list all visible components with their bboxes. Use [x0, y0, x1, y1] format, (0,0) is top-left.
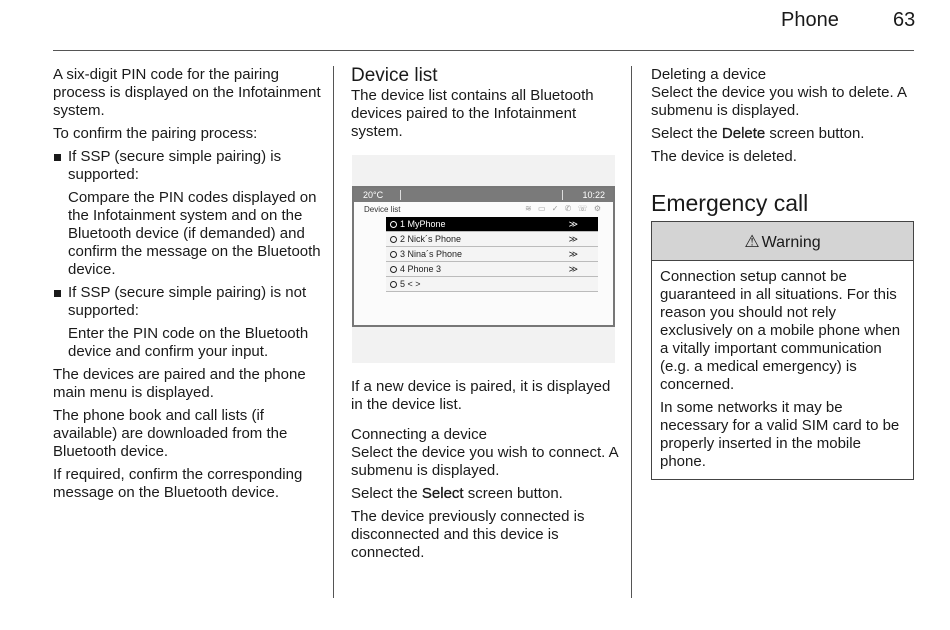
section-heading: Emergency call	[651, 190, 809, 216]
device-name: 1 MyPhone	[400, 219, 446, 229]
paragraph: A six-digit PIN code for the pairing process is displayed on the Infotainment system.	[53, 66, 321, 119]
infotainment-screen	[352, 186, 615, 327]
paragraph: If a new device is paired, it is displayed in the device list.	[351, 378, 611, 413]
bullet-detail: Enter the PIN code on the Bluetooth device and confirm your input.	[68, 325, 309, 360]
warning-title: Warning	[761, 234, 821, 251]
device-row	[386, 232, 598, 247]
status-separator	[562, 190, 563, 200]
bullet-marker	[54, 290, 61, 297]
warning-paragraph: In some networks it may be necessary for a valid SIM card to be properly inserted in the mobile phone.	[660, 399, 900, 470]
radio-icon	[390, 251, 397, 258]
subheading: Connecting a device	[351, 426, 487, 443]
paragraph: The device list contains all Bluetooth devices paired to the Infotainment system.	[351, 87, 594, 140]
device-list-screenshot	[352, 155, 615, 363]
subheading: Deleting a device	[651, 66, 767, 83]
page-number: 63	[893, 9, 916, 31]
bullet-item	[53, 148, 323, 184]
chevron-right-icon: ≫	[568, 234, 578, 244]
radio-icon	[390, 281, 397, 288]
text-run: screen button.	[463, 485, 563, 502]
keyword: Delete	[721, 125, 766, 142]
column-divider-1	[333, 66, 334, 598]
device-name: 3 Nina´s Phone	[400, 249, 463, 259]
warning-paragraph: Connection setup cannot be guaranteed in all situations. For this reason you should not rely exclusively on a mobile phone when a vitally important communication (e.g. a medical emergency) is concerned.	[660, 268, 901, 393]
bullet-marker	[54, 154, 61, 161]
column-divider-2	[631, 66, 632, 598]
device-row	[386, 262, 598, 277]
device-name: 4 Phone 3	[400, 264, 442, 274]
screen-label: Device list	[364, 205, 401, 214]
temperature-readout: 20°C	[363, 190, 384, 200]
clock-readout: 10:22	[582, 190, 605, 200]
paragraph: Select the device you wish to connect. A submenu is displayed.	[351, 444, 618, 479]
paragraph	[651, 125, 916, 143]
section-heading: Device list	[351, 65, 438, 86]
paragraph	[351, 485, 621, 503]
warning-icon: ⚠	[744, 232, 760, 251]
status-separator	[400, 190, 401, 200]
paragraph: The phone book and call lists (if available) are downloaded from the Bluetooth device.	[53, 407, 288, 460]
column-pairing	[53, 66, 323, 507]
chevron-right-icon: ≫	[568, 264, 578, 274]
chevron-right-icon: ≫	[568, 219, 578, 229]
keyword: Select	[421, 485, 464, 502]
radio-icon	[390, 221, 397, 228]
status-icons: ≋ ▭ ✓ ✆ ☏ ⚙	[525, 204, 603, 213]
paragraph: The devices are paired and the phone main menu is displayed.	[53, 366, 306, 401]
warning-header	[652, 222, 913, 261]
device-row	[386, 247, 598, 262]
paragraph: If required, confirm the corresponding message on the Bluetooth device.	[53, 466, 303, 501]
device-row	[386, 277, 598, 292]
column-delete-emergency	[651, 66, 916, 222]
device-name: 2 Nick´s Phone	[400, 234, 462, 244]
bullet-text: If SSP (secure simple pairing) is supported:	[68, 148, 282, 183]
bullet-item	[53, 284, 323, 320]
screen-status-bar	[354, 188, 613, 202]
header-divider	[53, 50, 914, 51]
column-device-list	[351, 66, 621, 146]
paragraph: Select the device you wish to delete. A submenu is displayed.	[651, 84, 907, 119]
device-list	[386, 217, 598, 292]
device-row	[386, 217, 598, 232]
warning-box	[651, 221, 914, 480]
radio-icon	[390, 266, 397, 273]
bullet-detail: Compare the PIN codes displayed on the Infotainment system and on the Bluetooth device (if demanded) and confirm the message on the Bluetooth device.	[68, 189, 321, 278]
text-run: Select the	[651, 125, 722, 142]
paragraph: The device is deleted.	[651, 148, 797, 165]
text-run: Select the	[351, 485, 422, 502]
warning-body	[652, 261, 913, 471]
paragraph: The device previously connected is disconnected and this device is connected.	[351, 508, 585, 561]
bullet-text: If SSP (secure simple pairing) is not supported:	[68, 284, 307, 319]
column-device-list-cont	[351, 378, 621, 567]
radio-icon	[390, 236, 397, 243]
text-run: screen button.	[765, 125, 865, 142]
paragraph: To confirm the pairing process:	[53, 125, 258, 142]
chevron-right-icon: ≫	[568, 249, 578, 259]
device-name: 5 < >	[400, 279, 421, 289]
running-header-title: Phone	[781, 9, 839, 31]
